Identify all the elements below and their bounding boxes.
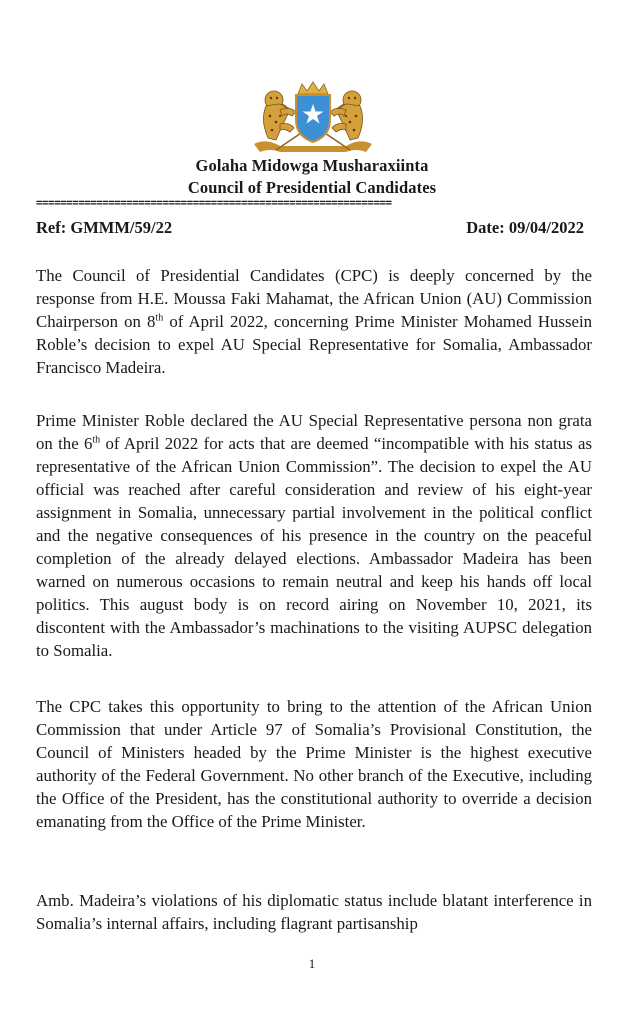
paragraph-3: The CPC takes this opportunity to bring to the attention of the African Union Commission that under Article 97 of Somalia’s Provisional Constitution, the Council of Ministers headed by the Prime Minister is the highest executive authority of the Federal Government. No other branch of the Executive, including the Office of the President, has the constitutional authority to override a decision emanating from the Office of the Prime Minister.	[36, 697, 592, 831]
paragraph-2-text-b: of April 2022 for acts that are deemed “incompatible with his status as representative of the African Union Commission”. The decision to expel the AU official was reached after careful consideration and review of his eight-year assignment in Somalia, unnecessary partial involvement in the political conflict and the negative consequences of his presence in the country on the peaceful completion of the already delayed elections. Ambassador Madeira has been warned on numerous occasions to remain neutral and keep his hands off local politics. This august body is on record airing on November 10, 2021, its discontent with the Ambassador’s machinations to the visiting AUPSC delegation to Somalia.	[36, 434, 592, 660]
paragraph-2-superscript: th	[92, 434, 101, 446]
coat-of-arms-icon	[246, 80, 380, 154]
paragraph-4: Amb. Madeira’s violations of his diplomatic status include blatant interference in Somalia’s internal affairs, including flagrant partisanship	[36, 891, 592, 933]
document-date: Date: 09/04/2022	[466, 218, 584, 237]
paragraph-1-text-b: of April 2022, concerning Prime Minister Mohamed Hussein Roble’s decision to expel AU Special Representative for Somalia, Ambassador Francisco Madeira.	[36, 312, 592, 377]
organization-name-somali: Golaha Midowga Musharaxiinta	[195, 156, 429, 175]
header-separator: ===========================================================	[36, 197, 392, 209]
reference-row	[36, 218, 584, 238]
paragraph-1-text-a: The Council of Presidential Candidates (CPC) is deeply concerned by the response from H.E. Moussa Faki Mahamat, the African Union (AU) Commission Chairperson on 8	[36, 266, 592, 331]
paragraph-1-superscript: th	[155, 312, 164, 324]
paragraph-2-text-a: Prime Minister Roble declared the AU Special Representative persona non grata on the 6	[36, 411, 592, 453]
page-number: 1	[308, 956, 316, 971]
paragraph-2	[36, 409, 592, 662]
organization-name-english: Council of Presidential Candidates	[187, 178, 437, 197]
reference-number: Ref: GMMM/59/22	[36, 218, 173, 237]
paragraph-1	[36, 264, 592, 379]
